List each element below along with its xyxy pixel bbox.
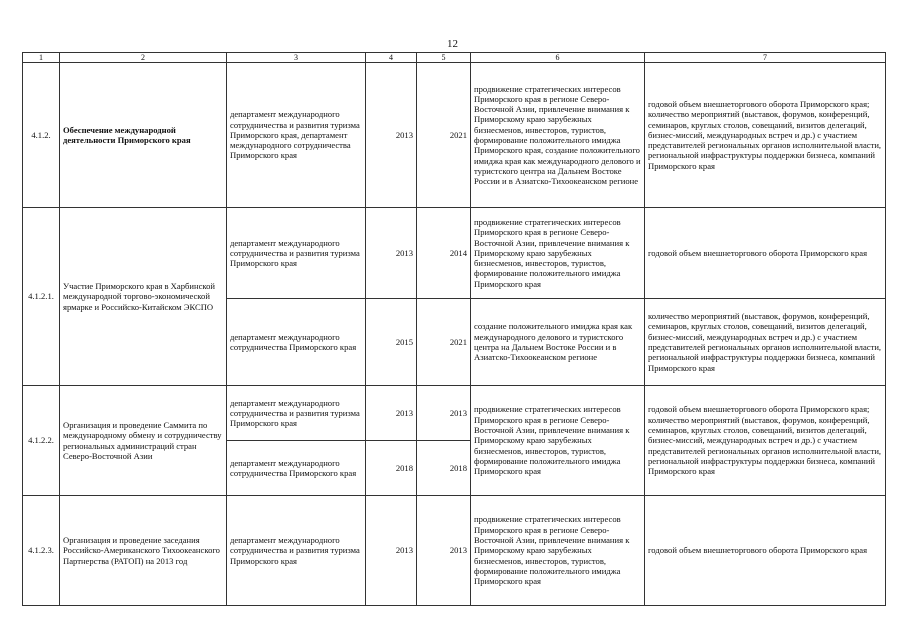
column-header: 5	[417, 53, 471, 63]
end-year: 2018	[417, 441, 471, 496]
header-row	[23, 53, 886, 63]
start-year: 2013	[366, 496, 417, 606]
start-year: 2013	[366, 63, 417, 208]
executor-cell: департамент международного сотрудничества Приморского края	[227, 441, 366, 496]
row-number: 4.1.2.2.	[23, 386, 60, 496]
column-header: 3	[227, 53, 366, 63]
expected-result: продвижение стратегических интересов Приморского края в регионе Северо-Восточной Азии, привлечение внимания к Приморскому краю зарубежных бизнесменов, инвесторов, туристов, формирование положительного имиджа Приморского края, создание положительного имиджа края как международного делового и туристского центра на Дальнем Востоке России и в Азиатско-Тихоокеанском регионе	[471, 63, 645, 208]
activity-name: Организация и проведение Саммита по международному обмену и сотрудничеству региональных администраций стран Северо-Восточной Азии	[60, 386, 227, 496]
start-year: 2013	[366, 208, 417, 299]
activity-name: Участие Приморского края в Харбинской международной торгово-экономической ярмарке и Российско-Китайском ЭКСПО	[60, 208, 227, 386]
activity-name: Обеспечение международной деятельности Приморского края	[60, 63, 227, 208]
end-year: 2013	[417, 386, 471, 441]
indicator-cell: годовой объем внешнеторгового оборота Приморского края; количество мероприятий (выставок, форумов, конференций, семинаров, круглых столов, совещаний, визитов делегаций, бизнес-миссий, международных встреч и др.) с участием представителей региональных органов исполнительной власти, региональной инфраструктуры поддержки бизнеса, компаний Приморского края	[645, 63, 886, 208]
column-header: 2	[60, 53, 227, 63]
program-table	[22, 52, 886, 606]
end-year: 2014	[417, 208, 471, 299]
end-year: 2013	[417, 496, 471, 606]
end-year: 2021	[417, 63, 471, 208]
executor-cell: департамент международного сотрудничества и развития туризма Приморского края, департамент международного сотрудничества Приморского края	[227, 63, 366, 208]
expected-result: продвижение стратегических интересов Приморского края в регионе Северо-Восточной Азии, привлечение внимания к Приморскому краю зарубежных бизнесменов, инвесторов, туристов, формирование положительного имиджа Приморского края	[471, 208, 645, 299]
table-row	[23, 386, 886, 441]
indicator-cell: годовой объем внешнеторгового оборота Приморского края; количество мероприятий (выставок, форумов, конференций, семинаров, круглых столов, совещаний, визитов делегаций, бизнес-миссий, международных встреч и др.) с участием представителей региональных органов исполнительной власти, региональной инфраструктуры поддержки бизнеса, компаний Приморского края	[645, 386, 886, 496]
executor-cell: департамент международного сотрудничества и развития туризма Приморского края	[227, 496, 366, 606]
indicator-cell: годовой объем внешнеторгового оборота Приморского края	[645, 496, 886, 606]
start-year: 2013	[366, 386, 417, 441]
executor-cell: департамент международного сотрудничества Приморского края	[227, 299, 366, 386]
expected-result: создание положительного имиджа края как международного делового и туристского центра на Дальнем Востоке России и в Азиатско-Тихоокеанском регионе	[471, 299, 645, 386]
page-number: 12	[447, 38, 458, 50]
row-number: 4.1.2.3.	[23, 496, 60, 606]
indicator-cell: количество мероприятий (выставок, форумов, конференций, семинаров, круглых столов, совещаний, визитов делегаций, бизнес-миссий, международных встреч и др.) с участием представителей региональных органов исполнительной власти, региональной инфраструктуры поддержки бизнеса, компаний Приморского края	[645, 299, 886, 386]
column-header: 4	[366, 53, 417, 63]
start-year: 2015	[366, 299, 417, 386]
column-header: 6	[471, 53, 645, 63]
table-row	[23, 496, 886, 606]
indicator-cell: годовой объем внешнеторгового оборота Приморского края	[645, 208, 886, 299]
column-header: 1	[23, 53, 60, 63]
table-row	[23, 63, 886, 208]
end-year: 2021	[417, 299, 471, 386]
executor-cell: департамент международного сотрудничества и развития туризма Приморского края	[227, 386, 366, 441]
executor-cell: департамент международного сотрудничества и развития туризма Приморского края	[227, 208, 366, 299]
expected-result: продвижение стратегических интересов Приморского края в регионе Северо-Восточной Азии, привлечение внимания к Приморскому краю зарубежных бизнесменов, инвесторов, туристов, формирование положительного имиджа Приморского края	[471, 496, 645, 606]
row-number: 4.1.2.1.	[23, 208, 60, 386]
row-number: 4.1.2.	[23, 63, 60, 208]
table-row	[23, 208, 886, 299]
start-year: 2018	[366, 441, 417, 496]
column-header: 7	[645, 53, 886, 63]
expected-result: продвижение стратегических интересов Приморского края в регионе Северо-Восточной Азии, привлечение внимания к Приморскому краю зарубежных бизнесменов, инвесторов, туристов, формирование положительного имиджа Приморского края	[471, 386, 645, 496]
activity-name: Организация и проведение заседания Российско-Американского Тихоокеанского Партнерства (РАТОП) на 2013 год	[60, 496, 227, 606]
